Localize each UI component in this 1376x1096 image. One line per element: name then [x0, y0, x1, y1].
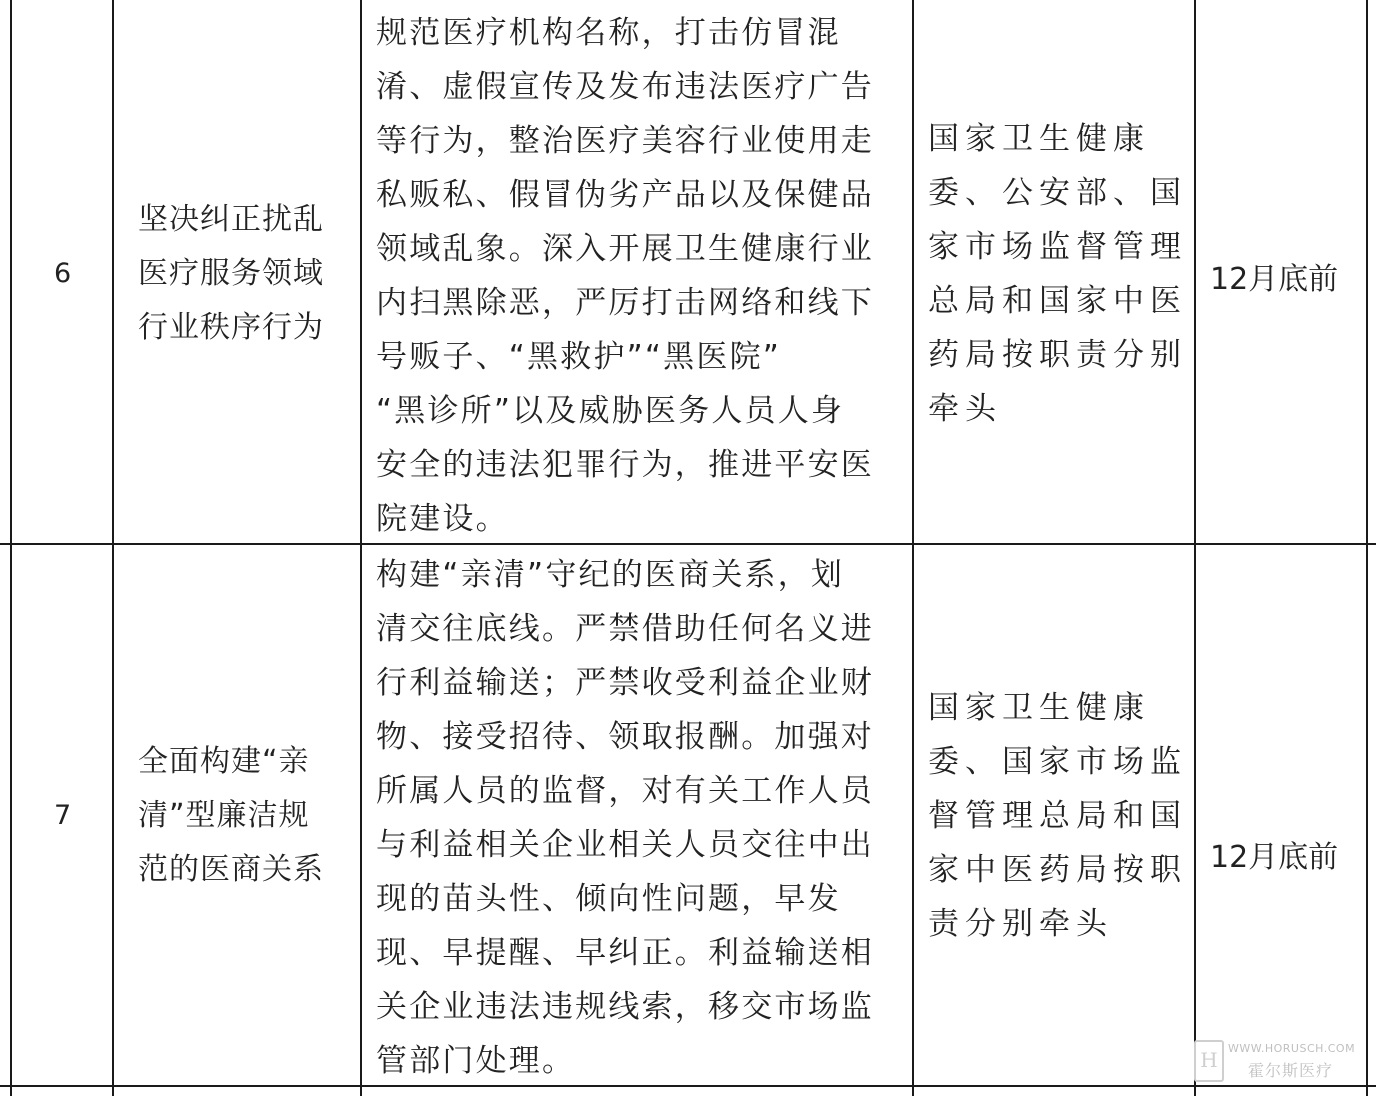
content-line: 淆、虚假宣传及发布违法医疗广告	[376, 69, 874, 105]
content-line: 管部门处理。	[376, 1043, 576, 1079]
responsible-line: 国家卫生健康	[928, 690, 1150, 726]
table-divider-1	[112, 0, 114, 1096]
content-line: 规范医疗机构名称，打击仿冒混	[376, 15, 841, 51]
deadline-cell: 12月底前	[1210, 262, 1339, 297]
table-divider-3	[912, 0, 914, 1096]
content-line: 物、接受招待、领取报酬。加强对	[376, 719, 874, 755]
table-border-left	[10, 0, 12, 1096]
responsible-line: 牵头	[928, 391, 1002, 427]
table-border-right	[1366, 0, 1368, 1096]
content-line: 现的苗头性、倾向性问题，早发	[376, 881, 841, 917]
responsible-line: 委、国家市场监	[928, 744, 1187, 780]
content-line: 号贩子、“黑救护”“黑医院”	[376, 339, 782, 375]
content-line: 等行为，整治医疗美容行业使用走	[376, 123, 874, 159]
responsible-line: 委、公安部、国	[928, 175, 1187, 211]
task-line: 全面构建“亲	[138, 744, 310, 779]
task-line: 范的医商关系	[138, 852, 324, 887]
watermark	[1192, 1040, 1376, 1096]
task-line: 坚决纠正扰乱	[138, 202, 324, 237]
content-line: “黑诊所”以及威胁医务人员人身	[376, 393, 845, 429]
responsible-line: 家市场监督管理	[928, 229, 1187, 265]
content-line: 领域乱象。深入开展卫生健康行业	[376, 231, 874, 267]
task-line: 清”型廉洁规	[138, 798, 310, 833]
watermark-brand-name: 霍尔斯医疗	[1248, 1061, 1334, 1080]
content-line: 清交往底线。严禁借助任何名义进	[376, 611, 874, 647]
responsible-line: 国家卫生健康	[928, 121, 1150, 157]
task-line: 行业秩序行为	[138, 310, 324, 345]
row-number: 6	[54, 258, 72, 289]
deadline-cell: 12月底前	[1210, 840, 1339, 875]
responsible-line: 总局和国家中医	[928, 283, 1187, 319]
responsible-line: 家中医药局按职	[928, 852, 1187, 888]
content-line: 安全的违法犯罪行为，推进平安医	[376, 447, 874, 483]
brand-logo-icon: H	[1194, 1040, 1224, 1082]
responsible-line: 督管理总局和国	[928, 798, 1187, 834]
row-divider-6-7	[0, 543, 1376, 545]
content-line: 内扫黑除恶，严厉打击网络和线下	[376, 285, 874, 321]
row-divider-7-8	[0, 1085, 1376, 1087]
content-line: 构建“亲清”守纪的医商关系，划	[376, 557, 845, 593]
table-divider-4	[1194, 0, 1196, 1096]
responsible-line: 药局按职责分别	[928, 337, 1187, 373]
watermark-url: WWW.HORUSCH.COM	[1228, 1042, 1356, 1055]
row-number: 7	[54, 800, 72, 831]
content-line: 所属人员的监督，对有关工作人员	[376, 773, 874, 809]
content-line: 行利益输送；严禁收受利益企业财	[376, 665, 874, 701]
content-line: 与利益相关企业相关人员交往中出	[376, 827, 874, 863]
content-line: 现、早提醒、早纠正。利益输送相	[376, 935, 874, 971]
task-line: 医疗服务领域	[138, 256, 324, 291]
content-line: 私贩私、假冒伪劣产品以及保健品	[376, 177, 874, 213]
responsible-line: 责分别牵头	[928, 906, 1113, 942]
content-line: 院建设。	[376, 501, 509, 537]
content-line: 关企业违法违规线索，移交市场监	[376, 989, 874, 1025]
table-divider-2	[360, 0, 362, 1096]
